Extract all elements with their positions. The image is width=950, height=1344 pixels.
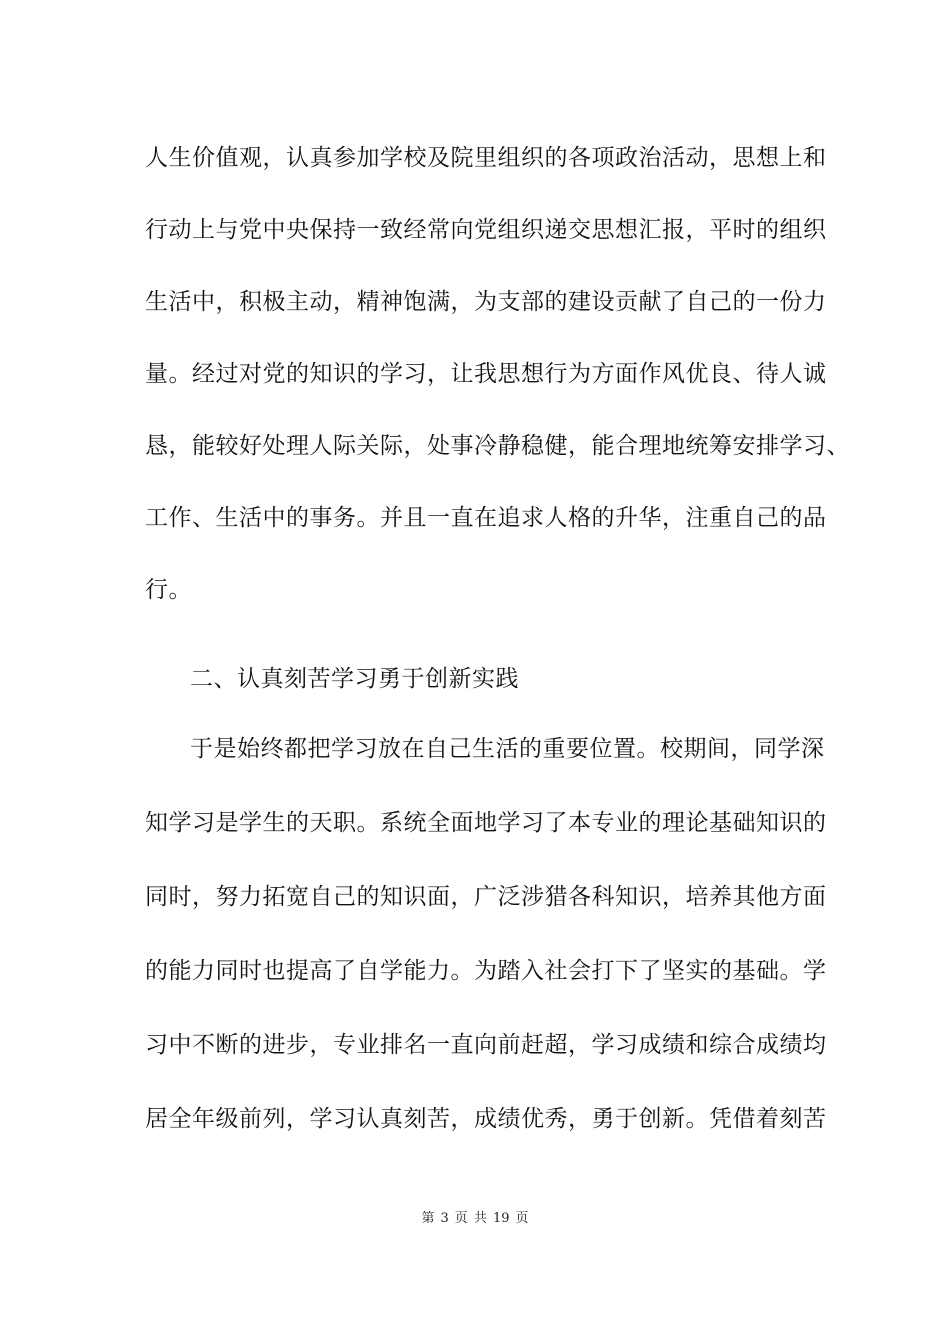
text-line-4: 量。经过对党的知识的学习，让我思想行为方面作风优良、待人诚: [145, 361, 827, 387]
text-line-13: 习中不断的进步，专业排名一直向前赶超，学习成绩和综合成绩均: [145, 1032, 827, 1058]
text-line-5: 恳，能较好处理人际关际，处事冷静稳健，能合理地统筹安排学习、: [145, 433, 850, 459]
page-label-mid: 页 共: [454, 1211, 487, 1226]
text-line-7: 行。: [145, 577, 192, 603]
page-label-prefix: 第: [421, 1211, 435, 1226]
page-label-suffix: 页: [515, 1211, 529, 1226]
text-line-10: 知学习是学生的天职。系统全面地学习了本专业的理论基础知识的: [145, 810, 827, 836]
text-line-3: 生活中，积极主动，精神饱满，为支部的建设贡献了自己的一份力: [145, 289, 827, 315]
text-line-9: 于是始终都把学习放在自己生活的重要位置。校期间，同学深: [190, 736, 825, 762]
text-line-11: 同时，努力拓宽自己的知识面，广泛涉猎各科知识，培养其他方面: [145, 884, 827, 910]
total-pages-number: 19: [492, 1211, 510, 1226]
text-line-2: 行动上与党中央保持一致经常向党组织递交思想汇报，平时的组织: [145, 217, 827, 243]
text-line-6: 工作、生活中的事务。并且一直在追求人格的升华，注重自己的品: [145, 505, 827, 531]
page-number-footer: [0, 1207, 950, 1226]
text-line-12: 的能力同时也提高了自学能力。为踏入社会打下了坚实的基础。学: [145, 958, 827, 984]
text-line-14: 居全年级前列，学习认真刻苦，成绩优秀，勇于创新。凭借着刻苦: [145, 1106, 827, 1132]
current-page-number: 3: [440, 1211, 449, 1226]
text-line-1: 人生价值观，认真参加学校及院里组织的各项政治活动，思想上和: [145, 145, 827, 171]
section-heading: 二、认真刻苦学习勇于创新实践: [190, 666, 519, 692]
